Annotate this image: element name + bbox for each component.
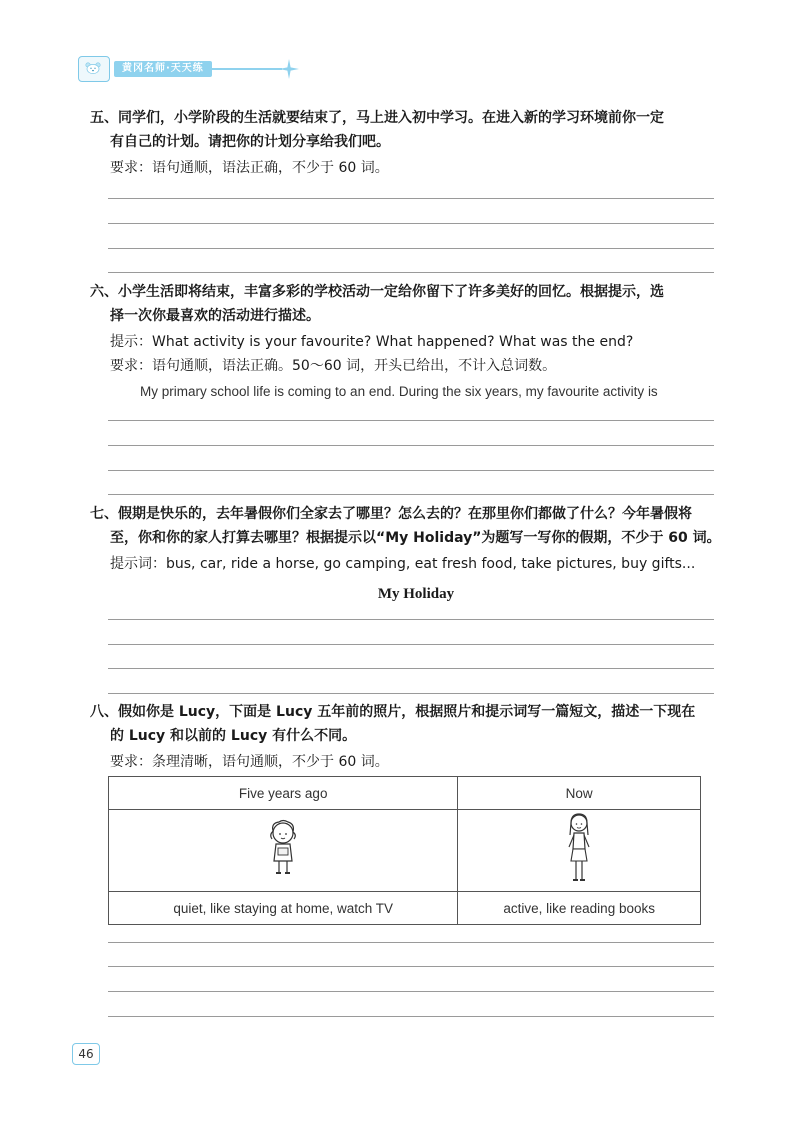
question-7-text-line1: 七、假期是快乐的，去年暑假你们全家去了哪里？怎么去的？在那里你们都做了什么？今年暑假将	[90, 506, 692, 522]
brand-ribbon: 黄冈名师·天天练	[114, 61, 212, 77]
question-6-text-line1: 六、小学生活即将结束，丰富多彩的学校活动一定给你留下了许多美好的回忆。根据提示，选	[90, 284, 664, 300]
answer-line-5-2[interactable]	[108, 223, 714, 224]
sparkle-star-icon	[278, 58, 300, 80]
picture-cell-past	[109, 810, 458, 892]
page-number: 46	[72, 1043, 100, 1065]
question-7	[90, 502, 722, 606]
question-8-requirement: 要求：条理清晰，语句通顺，不少于 60 词。	[110, 754, 389, 770]
answer-line-8-1[interactable]	[108, 942, 714, 943]
question-6-lead-sentence: My primary school life is coming to an end. During the six years, my favourite activity is	[140, 384, 658, 399]
answer-line-8-3[interactable]	[108, 991, 714, 992]
answer-line-8-4[interactable]	[108, 1016, 714, 1017]
answer-line-6-2[interactable]	[108, 445, 714, 446]
answer-line-5-1[interactable]	[108, 198, 714, 199]
answer-line-7-1[interactable]	[108, 619, 714, 620]
question-5	[90, 106, 722, 180]
brand-underline	[212, 68, 282, 70]
answer-line-6-4[interactable]	[108, 494, 714, 495]
question-7-hint: 提示词：bus, car, ride a horse, go camping, eat fresh food, take pictures, buy gifts...	[110, 556, 696, 572]
answer-line-7-2[interactable]	[108, 644, 714, 645]
picture-cell-now	[458, 810, 701, 892]
question-6-requirement: 要求：语句通顺，语法正确。50～60 词，开头已给出，不计入总词数。	[110, 358, 557, 374]
table-header-five-years-ago: Five years ago	[109, 777, 458, 810]
answer-line-5-4[interactable]	[108, 272, 714, 273]
question-6-text-line2: 择一次你最喜欢的活动进行描述。	[110, 308, 320, 324]
question-5-text-line2: 有自己的计划。请把你的计划分享给我们吧。	[110, 134, 390, 150]
question-8-text-line2: 的 Lucy 和以前的 Lucy 有什么不同。	[110, 728, 357, 744]
lucy-now-illustration	[559, 811, 599, 887]
lucy-comparison-table	[108, 776, 701, 925]
question-5-text-line1: 五、同学们，小学阶段的生活就要结束了，马上进入初中学习。在进入新的学习环境前你一定	[90, 110, 664, 126]
table-cell-now-keywords: active, like reading books	[458, 892, 701, 925]
table-cell-past-keywords: quiet, like staying at home, watch TV	[109, 892, 458, 925]
question-5-requirement: 要求：语句通顺，语法正确，不少于 60 词。	[110, 160, 389, 176]
question-6-hint: 提示：What activity is your favourite? What happened? What was the end?	[110, 334, 634, 350]
table-header-now: Now	[458, 777, 701, 810]
answer-line-7-4[interactable]	[108, 693, 714, 694]
young-lucy-illustration	[263, 817, 303, 881]
answer-line-6-3[interactable]	[108, 470, 714, 471]
question-7-text-line2: 至，你和你的家人打算去哪里？根据提示以“My Holiday”为题写一写你的假期，不少于 60 词。	[110, 530, 721, 546]
question-8-text-line1: 八、假如你是 Lucy，下面是 Lucy 五年前的照片，根据照片和提示词写一篇短文，描述一下现在	[90, 704, 696, 720]
question-8	[90, 700, 722, 774]
answer-line-6-1[interactable]	[108, 420, 714, 421]
bear-logo-icon	[78, 56, 110, 82]
question-7-essay-title: My Holiday	[377, 586, 455, 602]
answer-line-7-3[interactable]	[108, 668, 714, 669]
brand-header	[78, 54, 300, 84]
question-6	[90, 280, 722, 404]
answer-line-8-2[interactable]	[108, 966, 714, 967]
answer-line-5-3[interactable]	[108, 248, 714, 249]
